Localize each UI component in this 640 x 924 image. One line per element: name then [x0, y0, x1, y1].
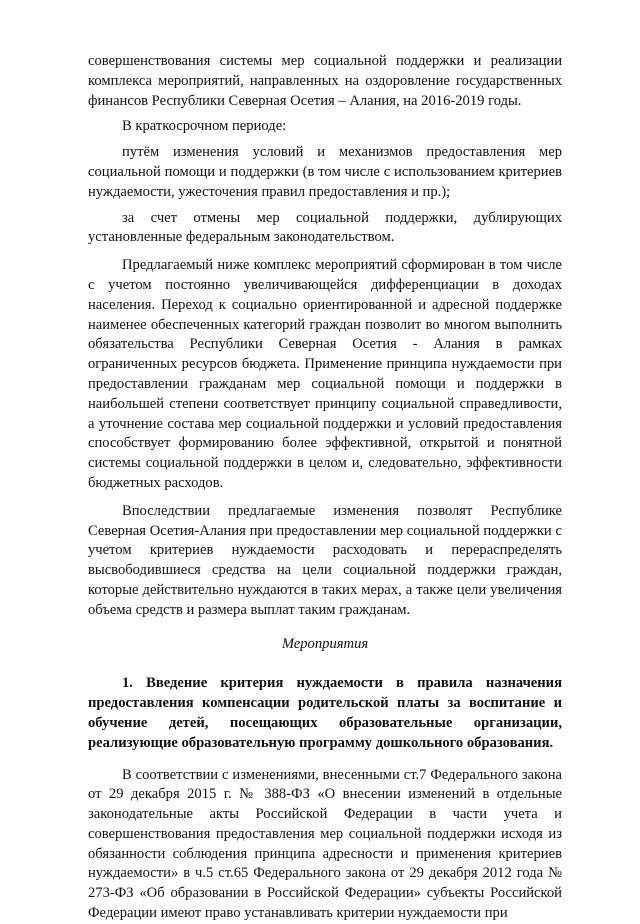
intro-continuation: совершенствования системы мер социальной поддержки и реализации комплекса мероприятий, направленных на оздоровление государственных финансов Республики Северная Осетия – Алания, на 2016-2019 годы. — [88, 53, 562, 109]
short-term-label: В краткосрочном периоде: — [122, 118, 287, 135]
list-item-conditions: путём изменения условий и механизмов предоставления мер социальной помощи и поддержки (в том числе с использованием критериев нуждаемости, ужесточения правил предоставления и пр.); — [88, 144, 562, 200]
section-title: Мероприятия — [281, 635, 369, 652]
measure-1-title: 1. Введение критерия нуждаемости в правила назначения предоставления компенсации родительской платы за воспитание и обучение детей, посещающих образовательные организации, реализующие образовательную программу дошкольного образования. — [88, 675, 562, 751]
document-body — [88, 52, 562, 924]
list-item-cancel: за счет отмены мер социальной поддержки, дублирующих установленные федеральным законодательством. — [88, 209, 562, 246]
paragraph-complex: Предлагаемый ниже комплекс мероприятий сформирован в том числе с учетом постоянно увеличивающейся дифференциации в доходах населения. Переход к социально ориентированной и адресной поддержке наименее обеспеченных категорий граждан позволит во многом выполнить обязательства Республики Северная Осетия - Алания в рамках ограниченных ресурсов бюджета. Применение принципа нуждаемости при предоставлении гражданам мер социальной помощи и поддержки в наибольшей степени соответствует принципу социальной справедливости, а уточнение состава мер социальной поддержки и условий предоставления способствует формированию более эффективной, открытой и понятной системы социальной поддержки в целом и, следовательно, эффективности бюджетных расходов. — [88, 257, 562, 491]
paragraph-future: Впоследствии предлагаемые изменения позволят Республике Северная Осетия-Алания при предоставлении мер социальной поддержки с учетом критериев нуждаемости расходовать и перераспределять высвободившиеся средства на цели социальной поддержки граждан, которые действительно нуждаются в таких мерах, а также цели увеличения объема средств и размера выплат таким гражданам. — [88, 502, 562, 618]
measure-1-body: В соответствии с изменениями, внесенными ст.7 Федерального закона от 29 декабря 2015 г. № 388-ФЗ «О внесении изменений в отдельные законодательные акты Российской Федерации в части учета и совершенствования предоставления мер социальной поддержки исходя из обязанности соблюдения принципа адресности и применения критериев нуждаемости» в ч.5 ст.65 Федерального закона от 29 декабря 2012 года № 273-ФЗ «Об образовании в Российской Федерации» субъекты Российской Федерации имеют право устанавливать критерии нуждаемости при — [88, 766, 562, 922]
